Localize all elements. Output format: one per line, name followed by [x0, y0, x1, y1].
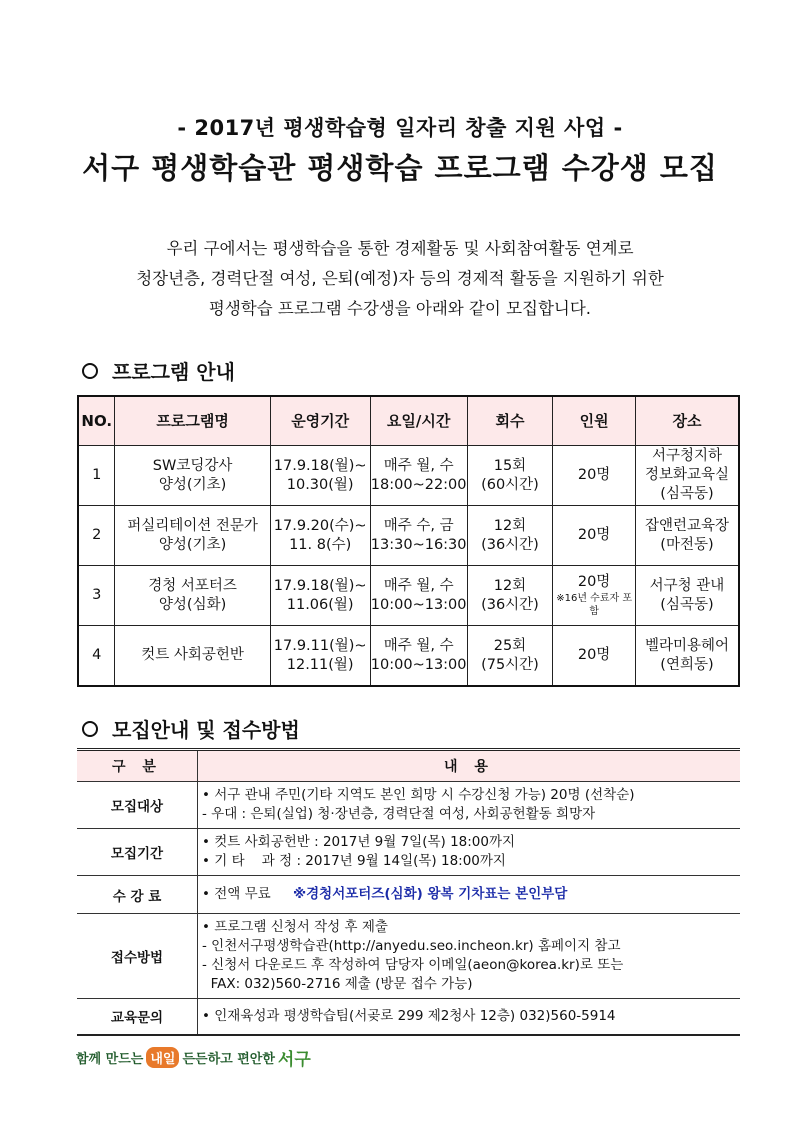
cell-line: 17.9.11(월)~	[273, 637, 367, 654]
cell-line: (36시간)	[481, 536, 539, 553]
intro-line: 청장년층, 경력단절 여성, 은퇴(예정)자 등의 경제적 활동을 지원하기 위한	[136, 269, 664, 288]
cell-line: 매주 월, 수	[383, 457, 454, 474]
cell-line: 10.30(월)	[286, 476, 354, 493]
cell-name	[115, 446, 270, 506]
cell-line: 양성(기초)	[158, 536, 227, 553]
cell-time	[370, 566, 467, 626]
content-line: - 신청서 다운로드 후 작성하여 담당자 이메일(aeon@korea.kr)로 또는	[202, 957, 624, 973]
content-line	[202, 885, 740, 904]
cell-people: 20명	[553, 506, 636, 566]
section-title: 프로그램 안내	[112, 360, 235, 384]
cell-line: 서구청지하	[651, 448, 722, 464]
cell-line: 20명	[577, 574, 611, 590]
cell-line: (심곡동)	[660, 596, 714, 613]
cell-line: 18:00~22:00	[370, 476, 467, 493]
footer-slogan-logo	[76, 1045, 311, 1070]
program-table	[77, 395, 740, 687]
fee-text: • 전액 무료	[202, 886, 271, 902]
content-line: • 서구 관내 주민(기타 지역도 본인 희망 시 수강신청 가능) 20명 (선착순)	[202, 787, 635, 803]
cell-line: (60시간)	[481, 476, 539, 493]
cell-line: (36시간)	[481, 596, 539, 613]
cell-line: (연희동)	[660, 656, 714, 673]
cell-time	[370, 446, 467, 506]
cell-place	[635, 446, 739, 506]
cell-line: 컷트 사회공헌반	[141, 647, 244, 663]
cell-line: 서구청 관내	[649, 577, 725, 594]
cell-period	[270, 626, 370, 687]
cell-no: 3	[78, 566, 115, 626]
cell-line: 12회	[493, 517, 527, 534]
column-header: 장소	[635, 396, 739, 446]
cell-line: 17.9.18(월)~	[273, 457, 367, 474]
cell-time	[370, 506, 467, 566]
cell-line: SW코딩강사	[152, 457, 233, 474]
subtitle: - 2017년 평생학습형 일자리 창출 지원 사업 -	[177, 116, 623, 140]
table-row	[78, 626, 739, 687]
cell-place	[635, 566, 739, 626]
intro-line: 평생학습 프로그램 수강생을 아래와 같이 모집합니다.	[208, 299, 592, 318]
cell-place	[635, 506, 739, 566]
cell-name	[115, 566, 270, 626]
row-content	[198, 999, 741, 1035]
cell-people: 20명	[553, 626, 636, 687]
column-header: 내 용	[198, 750, 741, 782]
cell-line: 양성(심화)	[158, 596, 227, 613]
cell-line: (마전동)	[660, 536, 714, 553]
cell-line: 매주 월, 수	[383, 637, 454, 654]
content-line: • 인재육성과 평생학습팀(서곶로 299 제2청사 12층) 032)560-5914	[202, 1007, 616, 1024]
table-row	[78, 446, 739, 506]
table-row	[78, 566, 739, 626]
cell-line: (심곡동)	[660, 486, 714, 502]
column-header: 인원	[553, 396, 636, 446]
slogan-end: 서구	[277, 1050, 311, 1070]
cell-line: 10:00~13:00	[370, 596, 467, 613]
content-line: FAX: 032)560-2716 제출 (방문 접수 가능)	[202, 976, 473, 992]
row-content	[198, 782, 741, 829]
row-label: 수 강 료	[77, 876, 198, 914]
cell-line: 12회	[493, 577, 527, 594]
cell-period	[270, 506, 370, 566]
column-header: NO.	[78, 396, 115, 446]
cell-line: 10:00~13:00	[370, 656, 467, 673]
content-line: • 기 타 과 정 : 2017년 9월 14일(목) 18:00까지	[202, 853, 506, 869]
section-heading-program	[82, 356, 235, 385]
intro-paragraph	[60, 234, 740, 324]
section-heading-recruit	[82, 714, 300, 743]
cell-name	[115, 626, 270, 687]
cell-line: 12.11(월)	[286, 656, 354, 673]
table-row	[77, 914, 740, 999]
cell-line: 벨라미용헤어	[644, 637, 729, 654]
cell-line: 15회	[493, 457, 527, 474]
people-note: ※16년 수료자 포함	[556, 593, 632, 617]
column-header: 프로그램명	[115, 396, 270, 446]
cell-line: 17.9.20(수)~	[273, 517, 367, 534]
column-header: 회수	[467, 396, 553, 446]
cell-place	[635, 626, 739, 687]
row-label: 교육문의	[77, 999, 198, 1035]
table-row	[77, 999, 740, 1035]
column-header: 구 분	[77, 750, 198, 782]
column-header: 운영기간	[270, 396, 370, 446]
slogan-start: 함께 만드는	[76, 1052, 144, 1067]
circle-bullet-icon	[82, 721, 98, 737]
circle-bullet-icon	[82, 363, 98, 379]
content-line: • 프로그램 신청서 작성 후 제출	[202, 919, 388, 935]
row-content	[198, 876, 741, 914]
cell-no: 4	[78, 626, 115, 687]
fee-note: ※경청서포터즈(심화) 왕복 기차표는 본인부담	[293, 886, 568, 902]
table-row	[77, 876, 740, 914]
page-title: 서구 평생학습관 평생학습 프로그램 수강생 모집	[82, 151, 718, 185]
table-header-row	[78, 396, 739, 446]
cell-line: (75시간)	[481, 656, 539, 673]
cell-no: 1	[78, 446, 115, 506]
slogan-mid: 든든하고 편안한	[182, 1052, 275, 1067]
cell-line: 잡앤런교육장	[644, 517, 729, 534]
cell-people	[553, 566, 636, 626]
cell-time	[370, 626, 467, 687]
cell-people: 20명	[553, 446, 636, 506]
table-row	[77, 782, 740, 829]
cell-count	[467, 626, 553, 687]
cell-count	[467, 446, 553, 506]
cell-no: 2	[78, 506, 115, 566]
column-header: 요일/시간	[370, 396, 467, 446]
cell-line: 17.9.18(월)~	[273, 577, 367, 594]
content-line: • 컷트 사회공헌반 : 2017년 9월 7일(목) 18:00까지	[202, 834, 516, 850]
table-header-row	[77, 750, 740, 782]
cell-line: 25회	[493, 637, 527, 654]
slogan-mark: 내일	[146, 1047, 179, 1068]
row-content	[198, 829, 741, 876]
cell-line: 13:30~16:30	[370, 536, 467, 553]
section-title: 모집안내 및 접수방법	[112, 718, 300, 742]
cell-line: 양성(기초)	[158, 476, 227, 493]
cell-line: 퍼실리테이션 전문가	[127, 517, 258, 534]
cell-line: 11. 8(수)	[289, 536, 352, 553]
intro-line: 우리 구에서는 평생학습을 통한 경제활동 및 사회참여활동 연계로	[166, 239, 634, 258]
content-line: - 우대 : 은퇴(실업) 청·장년층, 경력단절 여성, 사회공헌활동 희망자	[202, 806, 596, 822]
cell-period	[270, 566, 370, 626]
row-content	[198, 914, 741, 999]
table-row	[77, 829, 740, 876]
cell-period	[270, 446, 370, 506]
content-line: - 인천서구평생학습관(http://anyedu.seo.incheon.kr) 홈페이지 참고	[202, 938, 621, 954]
row-label: 모집대상	[77, 782, 198, 829]
cell-line: 정보화교육실	[644, 467, 729, 483]
cell-name	[115, 506, 270, 566]
cell-line: 매주 월, 수	[383, 577, 454, 594]
recruit-info-table	[77, 748, 740, 1036]
cell-count	[467, 566, 553, 626]
table-row	[78, 506, 739, 566]
row-label: 접수방법	[77, 914, 198, 999]
cell-line: 11.06(월)	[286, 596, 354, 613]
cell-line: 매주 수, 금	[383, 517, 454, 534]
cell-line: 경청 서포터즈	[148, 577, 237, 594]
cell-count	[467, 506, 553, 566]
row-label: 모집기간	[77, 829, 198, 876]
